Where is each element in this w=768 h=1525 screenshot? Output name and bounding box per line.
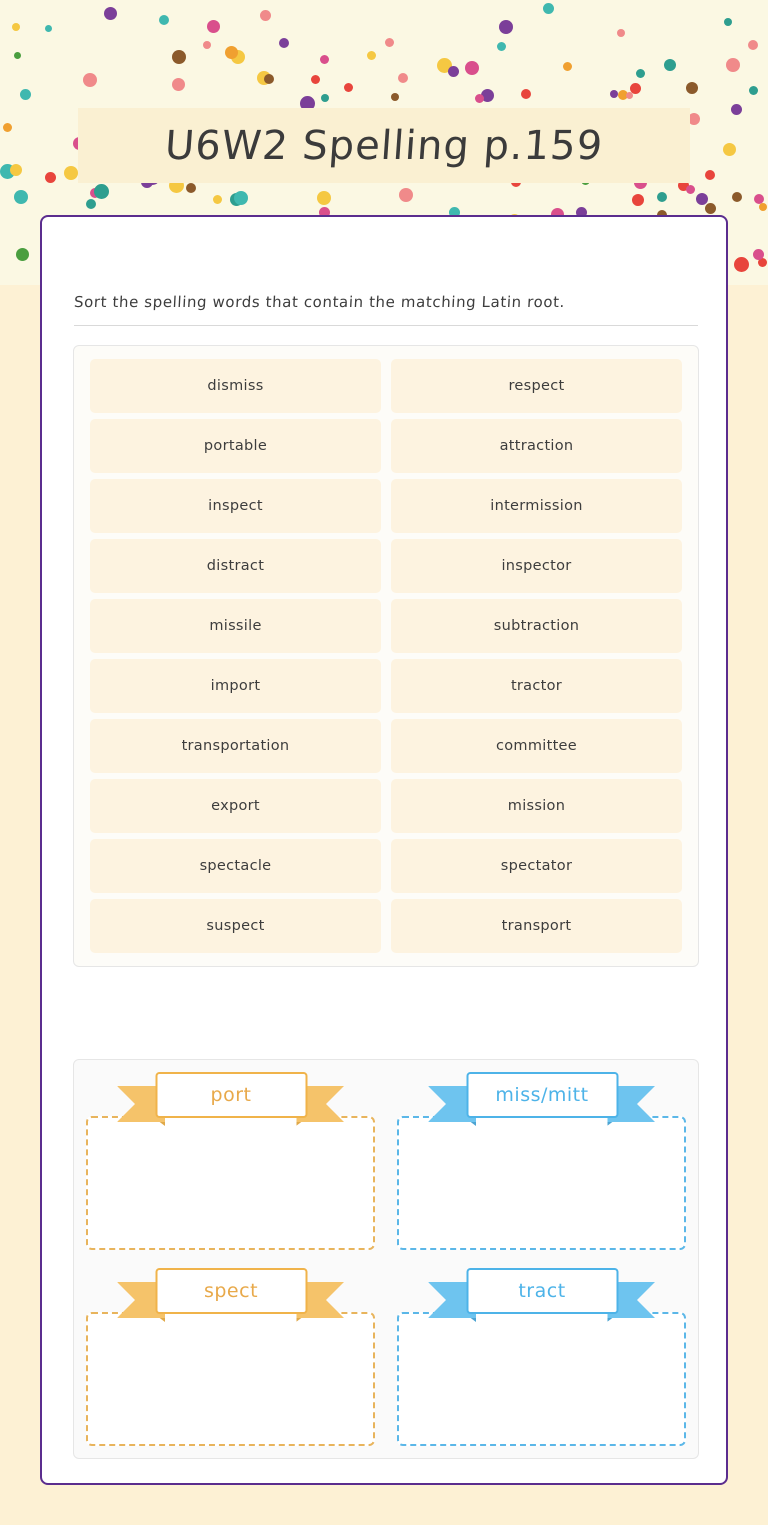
confetti-dot — [225, 46, 238, 59]
category-label: spect — [155, 1268, 307, 1314]
instruction-container — [74, 293, 698, 326]
word-chip[interactable]: respect — [391, 359, 682, 413]
confetti-dot — [203, 41, 211, 49]
confetti-dot — [104, 7, 117, 20]
category-label: tract — [466, 1268, 618, 1314]
confetti-dot — [317, 191, 331, 205]
confetti-dot — [724, 18, 732, 26]
word-chip[interactable]: export — [90, 779, 381, 833]
confetti-dot — [705, 170, 715, 180]
confetti-dot — [664, 59, 676, 71]
drop-zone[interactable] — [86, 1312, 375, 1446]
word-chip[interactable]: intermission — [391, 479, 682, 533]
drop-zone[interactable] — [397, 1116, 686, 1250]
word-chip[interactable]: import — [90, 659, 381, 713]
confetti-dot — [636, 69, 645, 78]
word-chip[interactable]: portable — [90, 419, 381, 473]
confetti-dot — [686, 185, 695, 194]
confetti-dot — [626, 92, 633, 99]
confetti-dot — [86, 199, 96, 209]
confetti-dot — [14, 190, 28, 204]
confetti-dot — [465, 61, 479, 75]
page-title: U6W2 Spelling p.159 — [163, 122, 605, 169]
confetti-dot — [321, 94, 329, 102]
word-chip[interactable]: committee — [391, 719, 682, 773]
confetti-dot — [264, 74, 274, 84]
confetti-dot — [748, 40, 758, 50]
title-banner — [78, 108, 690, 183]
confetti-dot — [731, 104, 742, 115]
confetti-dot — [705, 203, 716, 214]
confetti-dot — [734, 257, 749, 272]
confetti-dot — [617, 29, 625, 37]
sort-category-spect — [80, 1266, 381, 1450]
confetti-dot — [759, 203, 767, 211]
confetti-dot — [94, 184, 109, 199]
confetti-dot — [279, 38, 289, 48]
confetti-dot — [475, 94, 484, 103]
word-chip[interactable]: transport — [391, 899, 682, 953]
word-chip[interactable]: inspect — [90, 479, 381, 533]
drop-zone[interactable] — [86, 1116, 375, 1250]
category-label: miss/mitt — [466, 1072, 618, 1118]
word-chip[interactable]: dismiss — [90, 359, 381, 413]
word-chip[interactable]: subtraction — [391, 599, 682, 653]
confetti-dot — [732, 192, 742, 202]
category-ribbon — [123, 1070, 338, 1122]
sort-category-port — [80, 1070, 381, 1254]
worksheet-card — [40, 215, 728, 1485]
word-chip[interactable]: spectator — [391, 839, 682, 893]
confetti-dot — [632, 194, 644, 206]
confetti-dot — [723, 143, 736, 156]
confetti-dot — [12, 23, 20, 31]
confetti-dot — [45, 172, 56, 183]
confetti-dot — [320, 55, 329, 64]
word-chip[interactable]: spectacle — [90, 839, 381, 893]
confetti-dot — [172, 78, 185, 91]
word-chip[interactable]: transportation — [90, 719, 381, 773]
confetti-dot — [726, 58, 740, 72]
confetti-dot — [159, 15, 169, 25]
word-chip[interactable]: distract — [90, 539, 381, 593]
word-chip[interactable]: suspect — [90, 899, 381, 953]
confetti-dot — [521, 89, 531, 99]
word-chip[interactable]: mission — [391, 779, 682, 833]
confetti-dot — [45, 25, 52, 32]
confetti-dot — [172, 50, 186, 64]
category-ribbon — [434, 1070, 649, 1122]
confetti-dot — [207, 20, 220, 33]
confetti-dot — [497, 42, 506, 51]
word-bank — [73, 345, 699, 967]
confetti-dot — [563, 62, 572, 71]
confetti-dot — [3, 123, 12, 132]
drop-zone[interactable] — [397, 1312, 686, 1446]
confetti-dot — [686, 82, 698, 94]
confetti-dot — [543, 3, 554, 14]
confetti-dot — [448, 66, 459, 77]
confetti-dot — [391, 93, 399, 101]
word-chip[interactable]: missile — [90, 599, 381, 653]
confetti-dot — [367, 51, 376, 60]
confetti-dot — [213, 195, 222, 204]
confetti-dot — [20, 89, 31, 100]
instruction-text: Sort the spelling words that contain the matching Latin root. — [73, 293, 566, 311]
confetti-dot — [749, 86, 758, 95]
confetti-dot — [234, 191, 248, 205]
confetti-dot — [83, 73, 97, 87]
word-chip[interactable]: inspector — [391, 539, 682, 593]
confetti-dot — [14, 52, 21, 59]
confetti-dot — [499, 20, 513, 34]
confetti-dot — [385, 38, 394, 47]
confetti-dot — [64, 166, 78, 180]
sort-category-tract — [391, 1266, 692, 1450]
confetti-dot — [10, 164, 22, 176]
confetti-dot — [610, 90, 618, 98]
confetti-dot — [16, 248, 29, 261]
sort-category-miss-mitt — [391, 1070, 692, 1254]
confetti-dot — [344, 83, 353, 92]
word-chip[interactable]: attraction — [391, 419, 682, 473]
category-ribbon — [434, 1266, 649, 1318]
category-ribbon — [123, 1266, 338, 1318]
sort-area — [73, 1059, 699, 1459]
word-chip[interactable]: tractor — [391, 659, 682, 713]
confetti-dot — [398, 73, 408, 83]
confetti-dot — [399, 188, 413, 202]
confetti-dot — [311, 75, 320, 84]
confetti-dot — [753, 249, 764, 260]
confetti-dot — [754, 194, 764, 204]
confetti-dot — [260, 10, 271, 21]
confetti-dot — [186, 183, 196, 193]
category-label: port — [155, 1072, 307, 1118]
confetti-dot — [657, 192, 667, 202]
